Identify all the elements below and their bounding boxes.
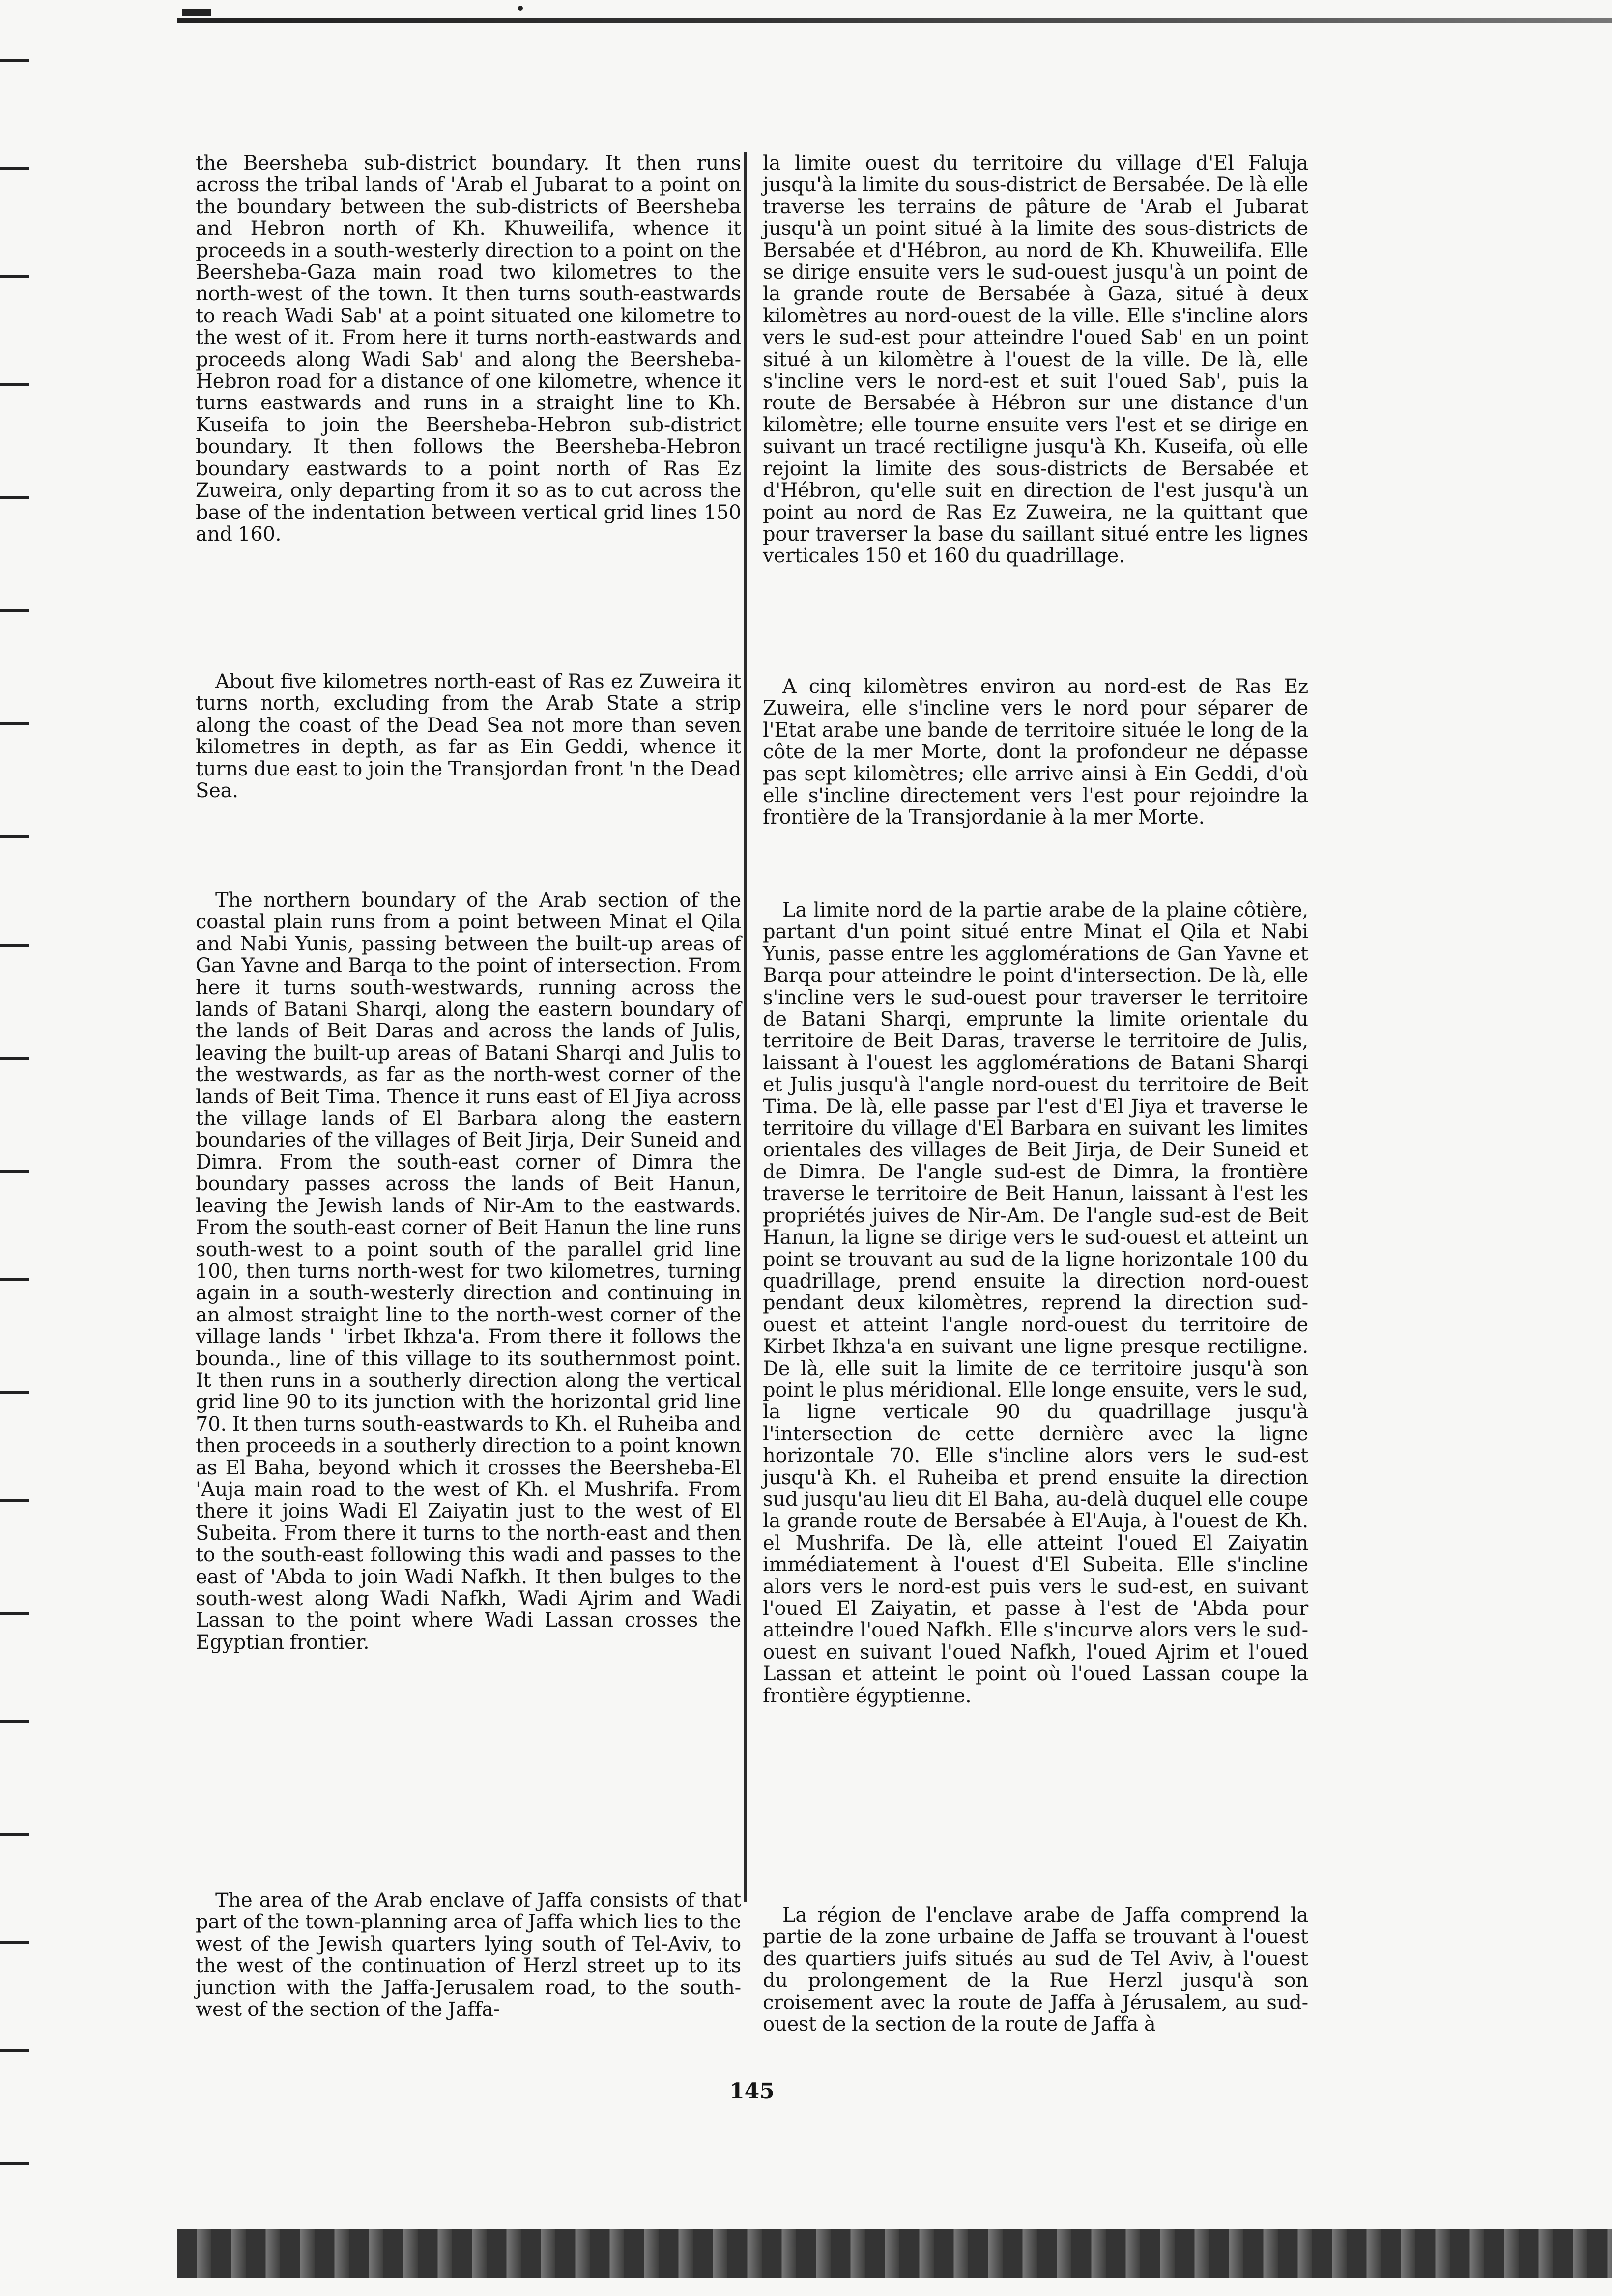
paragraph-fr-1: la limite ouest du territoire du village d'El Faluja jusqu'à la limite du sous-district de Bersabée. De là elle traverse les terrains de pâture de 'Arab el Jubarat jusqu'à un point situé à la limite des sous-districts de Bersabée et d'Hébron, au nord de Kh. Khuweilifa. Elle se dirige ensuite vers le sud-ouest jusqu'à un point de la grande route de Bersabée à Gaza, situé à deux kilomètres au nord-ouest de la ville. Elle s'incline alors vers le sud-est pour atteindre l'oued Sab' en un point situé à un kilomètre à l'ouest de la ville. De là, elle s'incline vers le nord-est et suit l'oued Sab', puis la route de Bersabée à Hébron sur une distance d'un kilomètre; elle tourne ensuite vers l'est et se dirige en suivant un tracé rectiligne jusqu'à Kh. Kuseifa, où elle rejoint la limite des sous-districts de Bersabée et d'Hébron, qu'elle suit en direction de l'est jusqu'à un point au nord de Ras Ez Zuweira, ne la quittant que pour traverser la base du saillant situé entre les lignes verticales 150 et 160 du quadrillage. bbox=[763, 152, 1308, 568]
scan-artifact-bottom bbox=[177, 2229, 1612, 2278]
margin-mark bbox=[0, 2162, 29, 2165]
margin-mark bbox=[0, 609, 29, 612]
margin-mark bbox=[0, 1612, 29, 1615]
paragraph-en-1: the Beersheba sub-district boundary. It then runs across the tribal lands of 'Arab el Jubarat to a point on the boundary between the sub-districts of Beersheba and Hebron north of Kh. Khuweilifa, whence it proceeds in a south-westerly direction to a point on the Beersheba-Gaza main road two kilometres to the north-west of the town. It then turns south-eastwards to reach Wadi Sab' at a point situated one kilometre to the west of it. From here it turns north-eastwards and proceeds along Wadi Sab' and along the Beersheba-Hebron road for a distance of one kilometre, whence it turns eastwards and runs in a straight line to Kh. Kuseifa to join the Beersheba-Hebron sub-district boundary. It then follows the Beersheba-Hebron boundary eastwards to a point north of Ras Ez Zuweira, only departing from it so as to cut across the base of the indentation between vertical grid lines 150 and 160. bbox=[196, 152, 741, 545]
margin-mark bbox=[0, 1278, 29, 1281]
margin-mark bbox=[0, 496, 29, 499]
margin-mark bbox=[0, 1833, 29, 1836]
scan-artifact-dot bbox=[518, 6, 523, 11]
margin-mark bbox=[0, 1170, 29, 1173]
paragraph-en-3: The northern boundary of the Arab section of the coastal plain runs from a point between Minat el Qila and Nabi Yunis, passing between the built-up areas of Gan Yavne and Barqa to the point of intersection. From here it turns south-westwards, running across the lands of Batani Sharqi, along the eastern boundary of the lands of Beit Daras and across the lands of Julis, leaving the built-up areas of Batani Sharqi and Julis to the westwards, as far as the north-west corner of the lands of Beit Tima. Thence it runs east of El Jiya across the village lands of El Barbara along the eastern boundaries of the villages of Beit Jirja, Deir Suneid and Dimra. From the south-east corner of Dimra the boundary passes across the lands of Beit Hanun, leaving the Jewish lands of Nir-Am to the eastwards. From the south-east corner of Beit Hanun the line runs south-west to a point south of the parallel grid line 100, then turns north-west for two kilometres, turning again in a south-westerly direction and continuing in an almost straight line to the north-west corner of the village lands ' 'irbet Ikhza'a. From there it follows the bounda., line of this village to its southernmost point. It then runs in a southerly direction along the vertical grid line 90 to its junction with the horizontal grid line 70. It then turns south-eastwards to Kh. el Ruheiba and then proceeds in a southerly direction to a point known as El Baha, beyond which it crosses the Beersheba-El 'Auja main road to the west of Kh. el Mushrifa. From there it joins Wadi El Zaiyatin just to the west of El Subeita. From there it turns to the north-east and then to the south-east following this wadi and passes to the east of 'Abda to join Wadi Nafkh. It then bulges to the south-west along Wadi Nafkh, Wadi Ajrim and Wadi Lassan to the point where Wadi Lassan crosses the Egyptian frontier. bbox=[196, 889, 741, 1654]
page-number: 145 bbox=[729, 2079, 775, 2104]
paragraph-en-4: The area of the Arab enclave of Jaffa consists of that part of the town-planning area of Jaffa which lies to the west of the Jewish quarters lying south of Tel-Aviv, to the west of the continuation of Herzl street up to its junction with the Jaffa-Jerusalem road, to the south-west of the section of the Jaffa- bbox=[196, 1889, 741, 2021]
margin-mark bbox=[0, 383, 29, 386]
scan-artifact-top bbox=[177, 18, 1612, 23]
margin-mark bbox=[0, 1720, 29, 1723]
paragraph-en-2: About five kilometres north-east of Ras ez Zuweira it turns north, excluding from the Arab State a strip along the coast of the Dead Sea not more than seven kilometres in depth, as far as Ein Geddi, whence it turns due east to join the Transjordan front 'n the Dead Sea. bbox=[196, 670, 741, 803]
paragraph-fr-4: La région de l'enclave arabe de Jaffa comprend la partie de la zone urbaine de Jaffa se trouvant à l'ouest des quartiers juifs situés au sud de Tel Aviv, à l'ouest du prolongement de la Rue Herzl jusqu'à son croisement avec la route de Jaffa à Jérusalem, au sud-ouest de la section de la route de Jaffa à bbox=[763, 1904, 1308, 2036]
margin-mark bbox=[0, 2049, 29, 2052]
margin-mark bbox=[0, 1391, 29, 1394]
scan-artifact-top-mark bbox=[182, 9, 211, 16]
margin-mark bbox=[0, 1499, 29, 1502]
margin-mark bbox=[0, 275, 29, 278]
margin-mark bbox=[0, 722, 29, 725]
margin-mark bbox=[0, 944, 29, 947]
margin-mark bbox=[0, 167, 29, 170]
paragraph-fr-2: A cinq kilomètres environ au nord-est de Ras Ez Zuweira, elle s'incline vers le nord pour séparer de l'Etat arabe une bande de territoire située le long de la côte de la mer Morte, dont la profondeur ne dépasse pas sept kilomètres; elle arrive ainsi à Ein Geddi, d'où elle s'incline directement vers l'est pour rejoindre la frontière de la Transjordanie à la mer Morte. bbox=[763, 675, 1308, 829]
margin-mark bbox=[0, 1057, 29, 1060]
column-divider bbox=[744, 152, 747, 1902]
margin-mark bbox=[0, 59, 29, 62]
margin-mark bbox=[0, 835, 29, 838]
margin-mark bbox=[0, 1941, 29, 1944]
paragraph-fr-3: La limite nord de la partie arabe de la plaine côtière, partant d'un point situé entre Minat el Qila et Nabi Yunis, passe entre les agglomérations de Gan Yavne et Barqa pour atteindre le point d'intersection. De là, elle s'incline vers le sud-ouest pour traverser le territoire de Batani Sharqi, emprunte la limite orientale du territoire de Beit Daras, traverse le territoire de Julis, laissant à l'ouest les agglomérations de Batani Sharqi et Julis jusqu'à l'angle nord-ouest du territoire de Beit Tima. De là, elle passe par l'est d'El Jiya et traverse le territoire du village d'El Barbara en suivant les limites orientales des villages de Beit Jirja, de Deir Suneid et de Dimra. De l'angle sud-est de Dimra, la frontière traverse le territoire de Beit Hanun, laissant à l'est les propriétés juives de Nir-Am. De l'angle sud-est de Beit Hanun, la ligne se dirige vers le sud-ouest et atteint un point se trouvant au sud de la ligne horizontale 100 du quadrillage, prend ensuite la direction nord-ouest pendant deux kilomètres, reprend la direction sud-ouest et atteint l'angle nord-ouest du territoire de Kirbet Ikhza'a en suivant une ligne presque rectiligne. De là, elle suit la limite de ce territoire jusqu'à son point le plus méridional. Elle longe ensuite, vers le sud, la ligne verticale 90 du quadrillage jusqu'à l'intersection de cette dernière avec la ligne horizontale 70. Elle s'incline alors vers le sud-est jusqu'à Kh. el Ruheiba et prend ensuite la direction sud jusqu'au lieu dit El Baha, au-delà duquel elle coupe la grande route de Bersabée à El'Auja, à l'ouest de Kh. el Mushrifa. De là, elle atteint l'oued El Zaiyatin immédiatement à l'ouest d'El Subeita. Elle s'incline alors vers le nord-est puis vers le sud-est, en suivant l'oued El Zaiyatin, et passe à l'est de 'Abda pour atteindre l'oued Nafkh. Elle s'incurve alors vers le sud-ouest en suivant l'oued Nafkh, l'oued Ajrim et l'oued Lassan et atteint le point où l'oued Lassan coupe la frontière égyptienne. bbox=[763, 899, 1308, 1707]
